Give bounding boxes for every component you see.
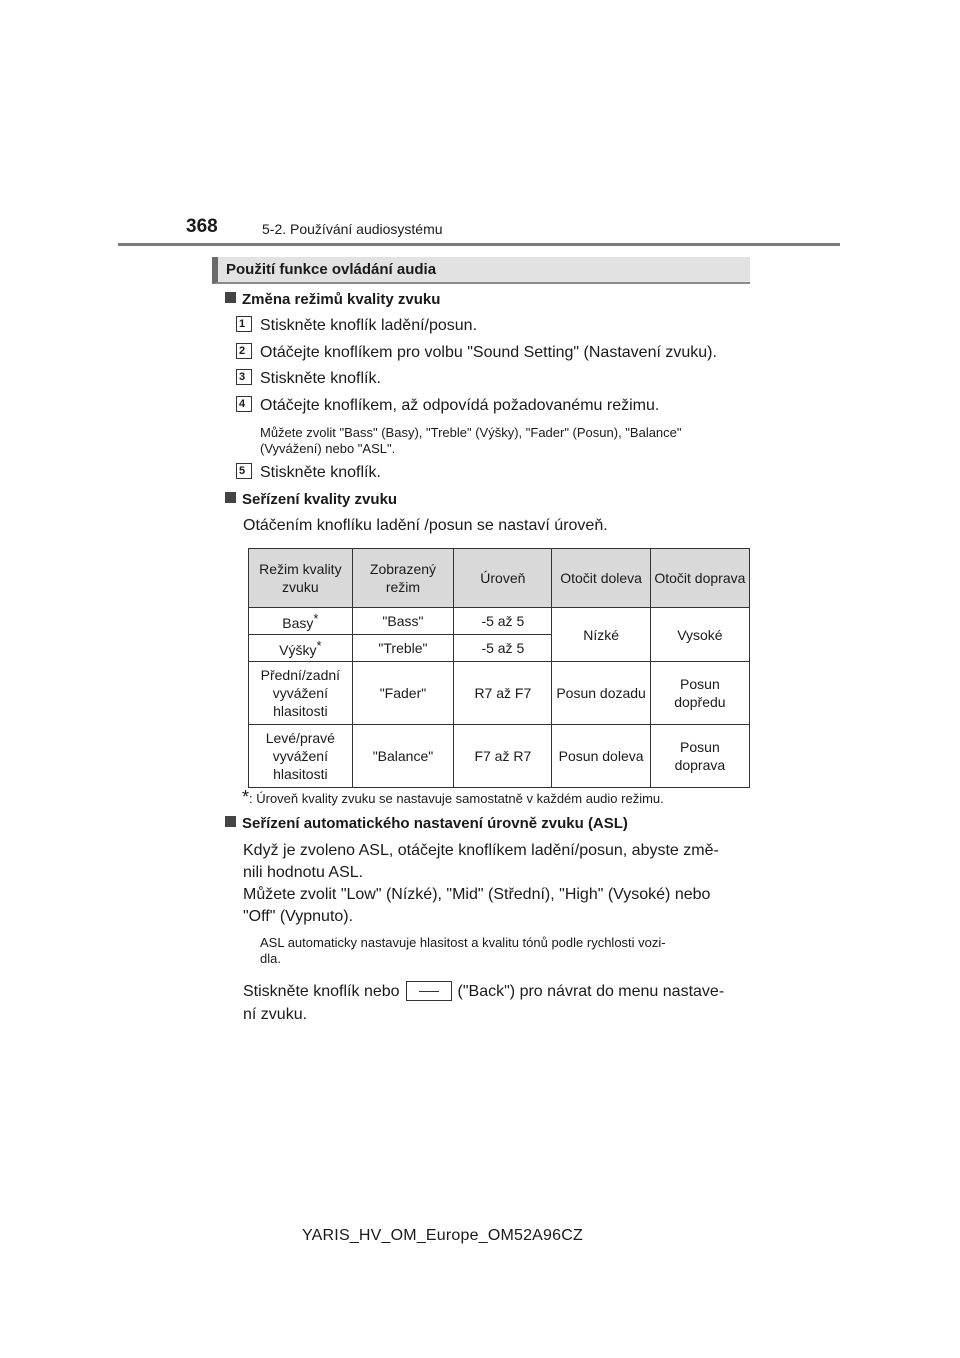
back-text-before: Stiskněte knoflík nebo [243, 983, 400, 1000]
page-number: 368 [186, 216, 218, 237]
step-text: Otáčejte knoflíkem, až odpovídá požadovanému režimu. [260, 397, 660, 414]
asterisk-mark: * [313, 611, 319, 626]
step-number: 2 [236, 343, 252, 359]
subheading-adjust-quality [225, 491, 397, 508]
subheading-text: Seřízení automatického nastavení úrovně zvuku (ASL) [242, 815, 628, 832]
sound-quality-table [248, 548, 750, 788]
subheading-text: Změna režimů kvality zvuku [242, 291, 441, 308]
table-header-cell: Režim kvality zvuku [249, 549, 353, 608]
square-bullet-icon [225, 492, 236, 503]
cell-text: Výšky [279, 642, 317, 658]
body-line: "Off" (Vypnuto). [243, 908, 354, 925]
document-code: YARIS_HV_OM_Europe_OM52A96CZ [302, 1227, 583, 1244]
table-cell: -5 až 5 [454, 608, 552, 635]
body-line: ní zvuku. [243, 1006, 308, 1023]
table-row [249, 662, 750, 725]
body-line: Můžete zvolit "Low" (Nízké), "Mid" (Střední), "High" (Vysoké) nebo [243, 886, 711, 903]
table-header-cell: Otočit doprava [650, 549, 749, 608]
note-line: Můžete zvolit "Bass" (Basy), "Treble" (Výšky), "Fader" (Posun), "Balance" [260, 425, 682, 440]
subheading-text: Seřízení kvality zvuku [242, 491, 398, 508]
table-cell: Vysoké [650, 608, 749, 662]
table-cell: Přední/zadní vyvážení hlasitosti [249, 662, 353, 725]
back-text-after: ("Back") pro návrat do menu nastave- [457, 983, 725, 1000]
step-text: Stiskněte knoflík. [260, 370, 381, 387]
section-title: Použití funkce ovládání audia [226, 261, 437, 278]
cell-text: Basy [282, 615, 314, 631]
step-number: 5 [236, 463, 252, 479]
chapter-label: 5-2. Používání audiosystému [262, 221, 443, 237]
note-line: dla. [260, 951, 281, 966]
table-cell: "Balance" [352, 725, 454, 788]
note-line: ASL automaticky nastavuje hlasitost a kvalitu tónů podle rychlosti vozi- [260, 935, 666, 950]
note-line: (Vyvážení) nebo "ASL". [260, 441, 396, 456]
table-cell: F7 až R7 [454, 725, 552, 788]
table-header-cell: Otočit doleva [552, 549, 650, 608]
step-text: Otáčejte knoflíkem pro volbu "Sound Setting" (Nastavení zvuku). [260, 344, 717, 361]
subheading-change-modes [225, 291, 440, 308]
table-cell: Levé/pravé vyvážení hlasitosti [249, 725, 353, 788]
body-paragraph: Otáčením knoflíku ladění /posun se nastaví úroveň. [243, 517, 608, 534]
table-cell: -5 až 5 [454, 635, 552, 662]
step-number: 4 [236, 396, 252, 412]
table-cell: Nízké [552, 608, 650, 662]
table-cell: Posun dopředu [650, 662, 749, 725]
subheading-asl [225, 815, 628, 832]
back-button-icon [406, 981, 452, 1001]
header-rule [118, 243, 840, 246]
table-cell [249, 635, 353, 662]
square-bullet-icon [225, 816, 236, 827]
step-text: Stiskněte knoflík ladění/posun. [260, 317, 478, 334]
step-number: 1 [236, 316, 252, 332]
table-cell: "Bass" [352, 608, 454, 635]
asterisk-mark: * [242, 787, 250, 807]
square-bullet-icon [225, 292, 236, 303]
body-line: Když je zvoleno ASL, otáčejte knoflíkem ladění/posun, abyste změ- [243, 842, 719, 859]
step-number: 3 [236, 369, 252, 385]
table-cell: Posun doleva [552, 725, 650, 788]
table-cell: Posun doprava [650, 725, 749, 788]
table-header-cell: Zobrazený režim [352, 549, 454, 608]
table-header-cell: Úroveň [454, 549, 552, 608]
body-line: nili hodnotu ASL. [243, 864, 364, 881]
step-text: Stiskněte knoflík. [260, 464, 381, 481]
table-cell: "Fader" [352, 662, 454, 725]
table-cell: R7 až F7 [454, 662, 552, 725]
table-cell: Posun dozadu [552, 662, 650, 725]
table-row [249, 608, 750, 635]
footnote [242, 787, 664, 808]
table-header-row [249, 549, 750, 608]
table-cell [249, 608, 353, 635]
back-instruction [243, 981, 745, 1003]
table-row [249, 725, 750, 788]
asterisk-mark: * [316, 638, 322, 653]
footnote-text: : Úroveň kvality zvuku se nastavuje samostatně v každém audio režimu. [249, 791, 664, 806]
table-cell: "Treble" [352, 635, 454, 662]
